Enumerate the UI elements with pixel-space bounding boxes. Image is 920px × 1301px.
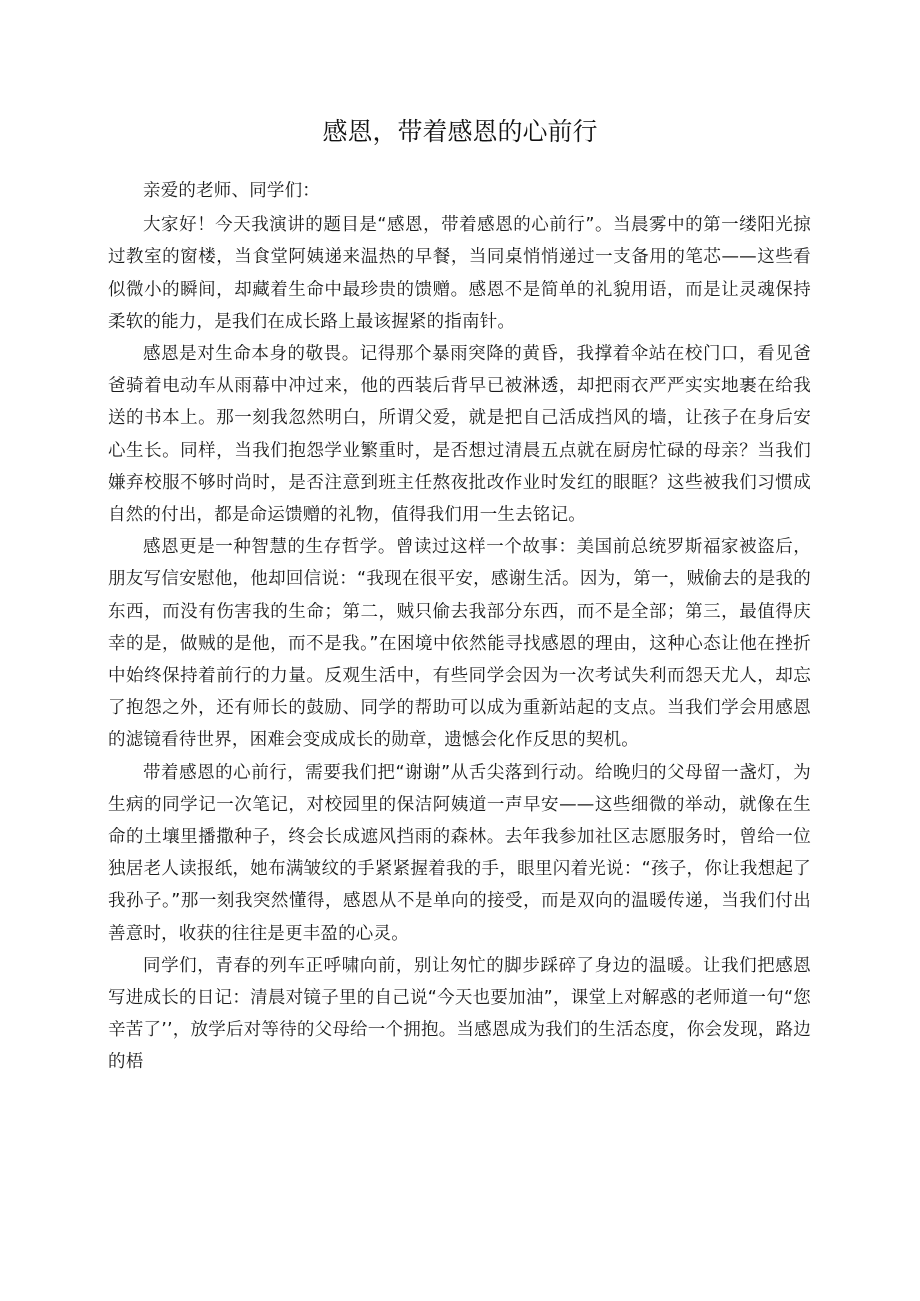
paragraph-closing: 同学们，青春的列车正呼啸向前，别让匆忙的脚步踩碎了身边的温暖。让我们把感恩写进成长的日记：清晨对镜子里的自己说“今天也要加油”，课堂上对解惑的老师道一句“您辛苦了’’，放学后对等待的父母给一个拥抱。当感恩成为我们的生活态度，你会发现，路边的梧 bbox=[108, 955, 811, 1073]
salutation: 亲爱的老师、同学们： bbox=[143, 181, 320, 201]
paragraph-action: 带着感恩的心前行，需要我们把“谢谢”从舌尖落到行动。给晚归的父母留一盏灯，为生病的同学记一次笔记，对校园里的保洁阿姨道一声早安——这些细微的举动，就像在生命的土壤里播撒种子，终会长成遮风挡雨的森林。去年我参加社区志愿服务时，曾给一位独居老人读报纸，她布满皱纹的手紧紧握着我的手，眼里闪着光说：“孩子，你让我想起了我孙子。”那一刻我突然懂得，感恩从不是单向的接受，而是双向的温暖传递，当我们付出善意时，收获的往往是更丰盈的心灵。 bbox=[108, 762, 811, 944]
document-title: 感恩，带着感恩的心前行 bbox=[322, 117, 598, 146]
paragraph-wisdom: 感恩更是一种智慧的生存哲学。曾读过这样一个故事：美国前总统罗斯福家被盗后，朋友写信安慰他，他却回信说：“我现在很平安，感谢生活。因为，第一，贼偷去的是我的东西，而没有伤害我的生命；第二，贼只偷去我部分东西，而不是全部；第三，最值得庆幸的是，做贼的是他，而不是我。”在困境中依然能寻找感恩的理由，这种心态让他在挫折中始终保持着前行的力量。反观生活中，有些同学会因为一次考试失利而怨天尤人，却忘了抱怨之外，还有师长的鼓励、同学的帮助可以成为重新站起的支点。当我们学会用感恩的滤镜看待世界，困难会变成成长的勋章，遗憾会化作反思的契机。 bbox=[108, 537, 811, 751]
paragraph-awe-of-life: 感恩是对生命本身的敬畏。记得那个暴雨突降的黄昏，我撑着伞站在校门口，看见爸爸骑着电动车从雨幕中冲过来，他的西装后背早已被淋透，却把雨衣严严实实地裹在给我送的书本上。那一刻我忽然明白，所谓父爱，就是把自己活成挡风的墙，让孩子在身后安心生长。同样，当我们抱怨学业繁重时，是否想过清晨五点就在厨房忙碌的母亲？当我们嫌弃校服不够时尚时，是否注意到班主任熬夜批改作业时发红的眼眶？这些被我们习惯成自然的付出，都是命运馈赠的礼物，值得我们用一生去铭记。 bbox=[108, 344, 811, 526]
document-body bbox=[108, 175, 811, 1079]
paragraph-intro: 大家好！今天我演讲的题目是“感恩，带着感恩的心前行”。当晨雾中的第一缕阳光掠过教室的窗楼，当食堂阿姨递来温热的早餐，当同桌悄悄递过一支备用的笔芯——这些看似微小的瞬间，却藏着生命中最珍贵的馈赠。感恩不是简单的礼貌用语，而是让灵魂保持柔软的能力，是我们在成长路上最该握紧的指南针。 bbox=[108, 215, 811, 332]
